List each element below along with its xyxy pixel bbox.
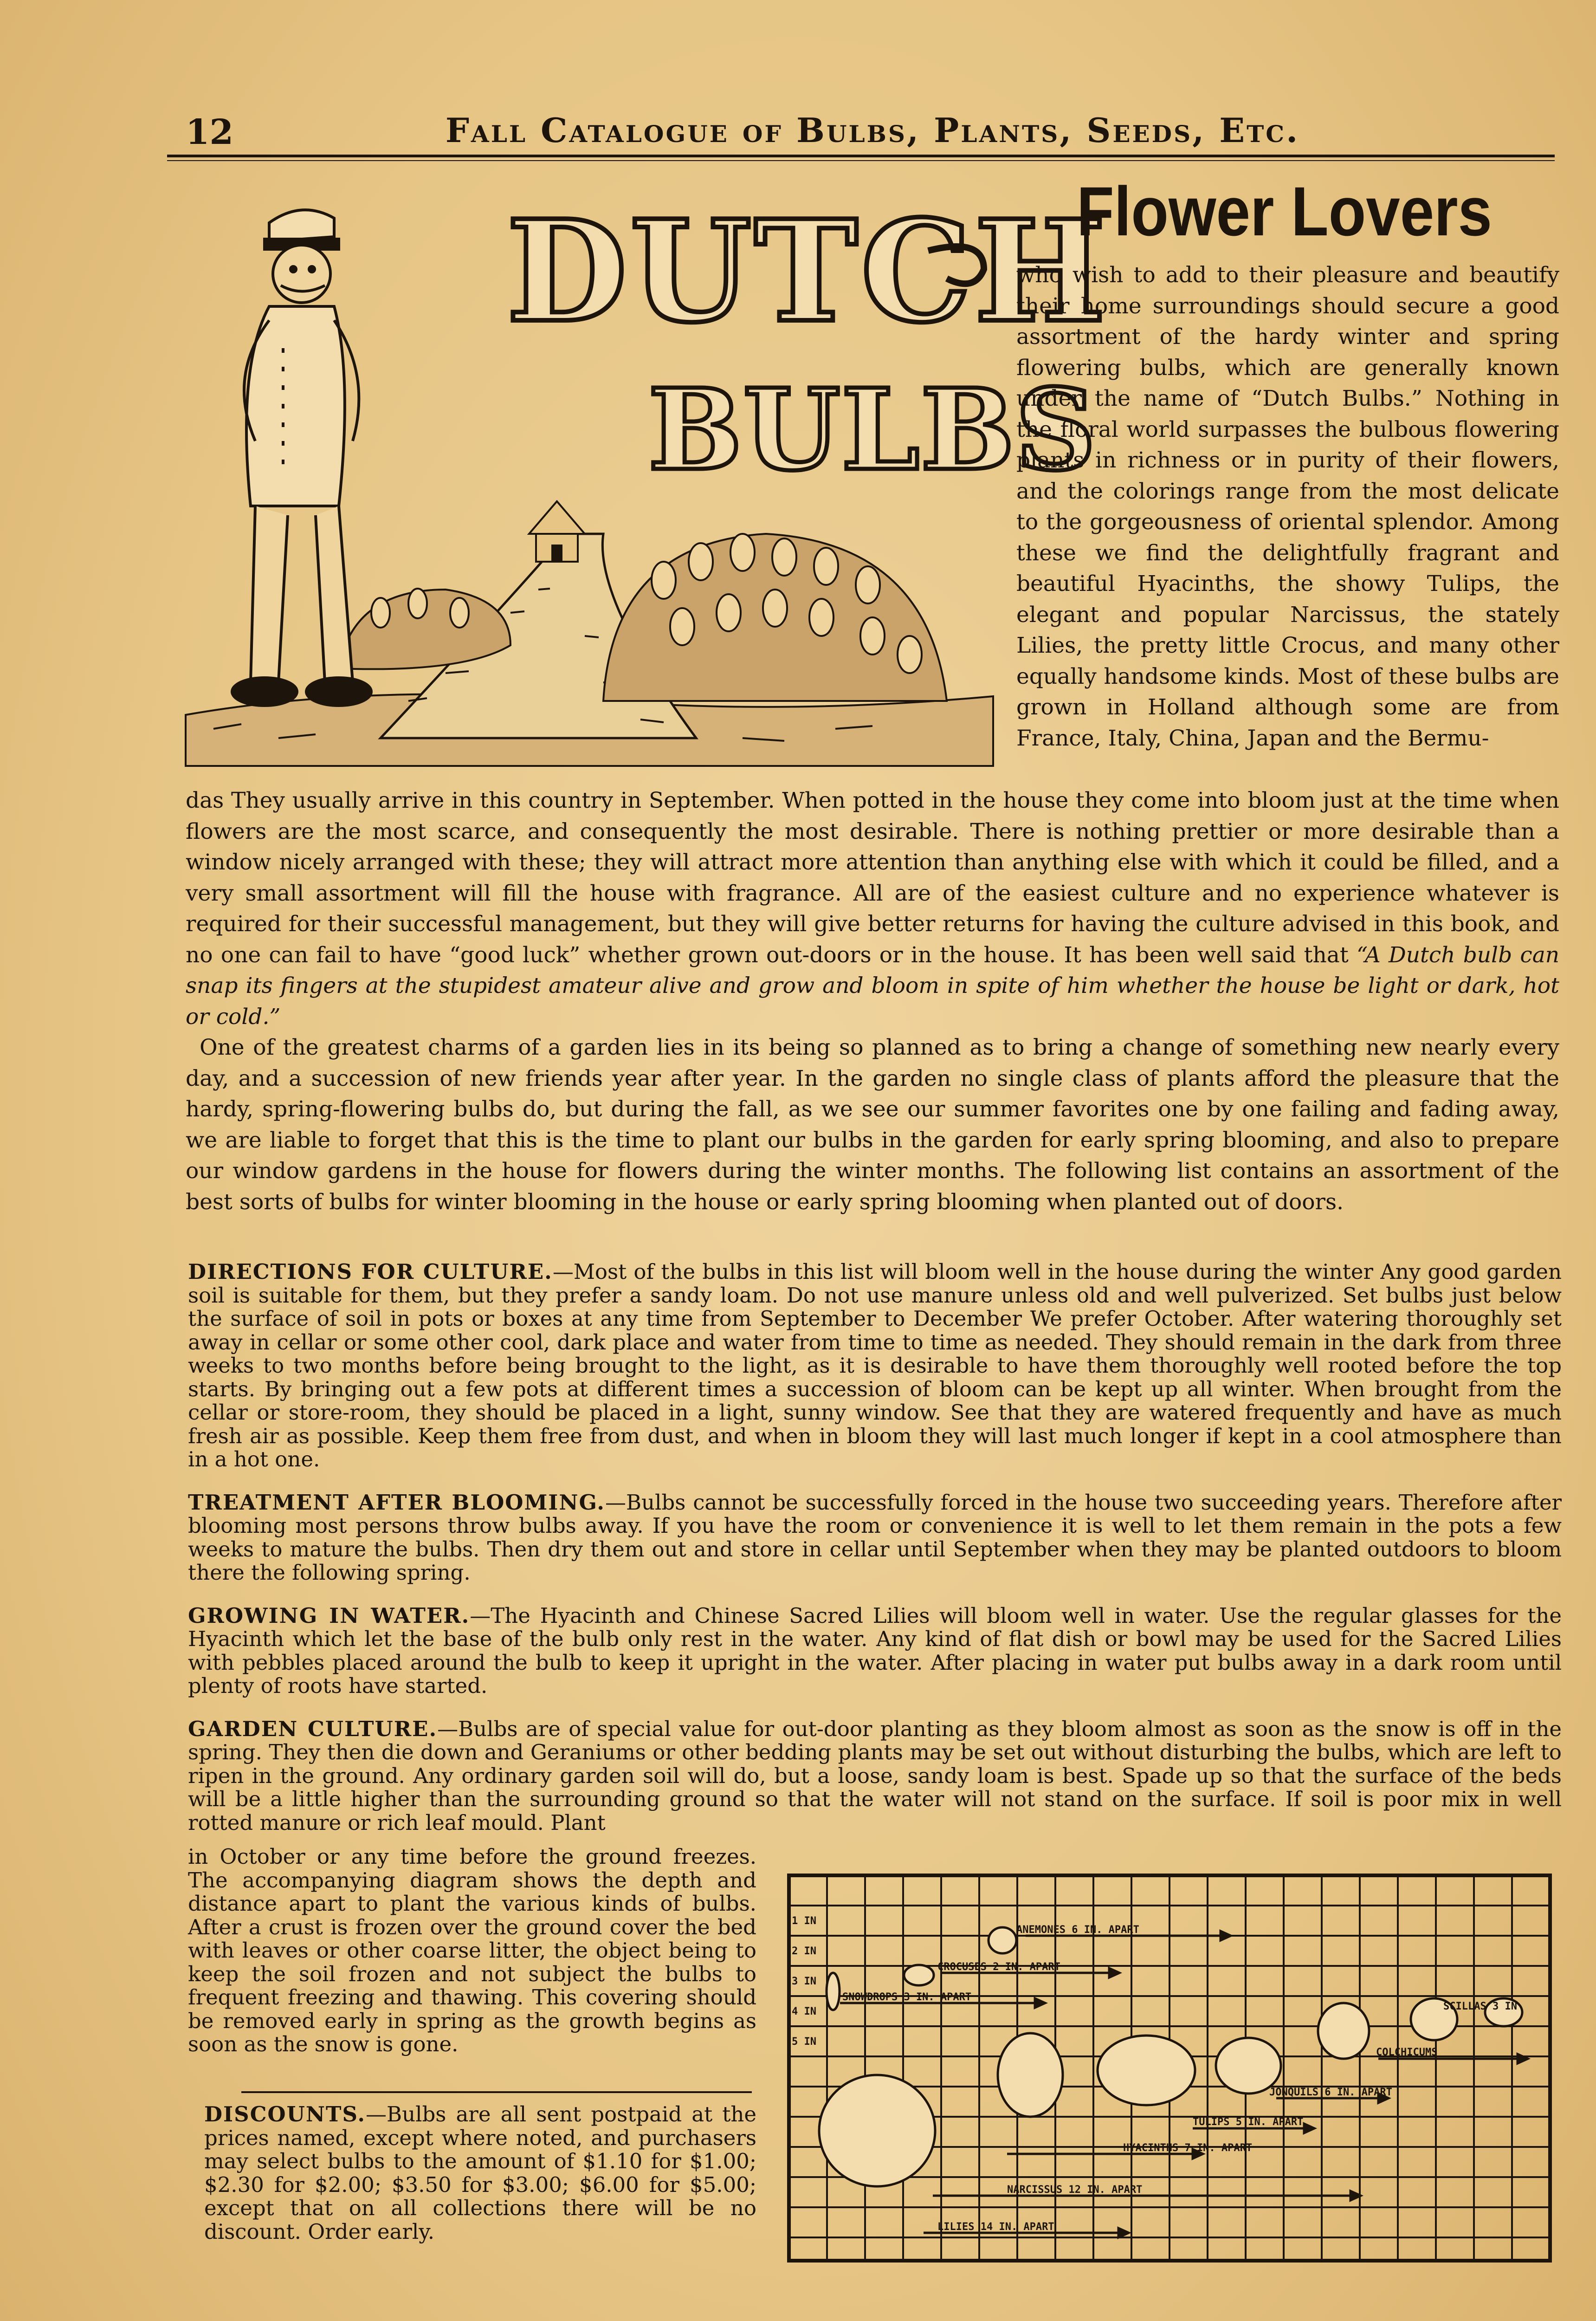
label-jonquils: JONQUILS 6 IN. APART — [1269, 2087, 1392, 2098]
label-snowdrops: SNOWDROPS 3 IN. APART — [842, 1991, 972, 2003]
intro-full-text: das They usually arrive in this country in September. When potted in the house they come into bloom just at the time when flowers are the most scarce, and consequently the most desirable. There is nothing prettier or more desirable than a window nicely arranged with these; they will attract more attention than anything else with which it could be filled, and a very small assortment will fill the house with fragrance. All are of the easiest culture and no experience whatever is required for their successful management, but they will give better returns for having the culture advised in this book, and no one can fail to have “good luck” whether grown out-doors or in the house. It has been well said that — [186, 788, 1559, 968]
garden-section — [188, 1718, 1562, 1835]
illustration-title-bulbs: BULBS — [648, 364, 1097, 495]
label-scillas: SCILLAS 3 IN — [1443, 2001, 1517, 2012]
lily-bulb — [819, 2075, 935, 2186]
discounts-rule — [241, 2091, 752, 2093]
narcissus-bulb — [998, 2033, 1063, 2117]
label-colchicums: COLCHICUMS — [1376, 2047, 1438, 2058]
label-hyacinths: HYACINTHS 7 IN. APART — [1123, 2142, 1253, 2154]
label-tulips: TULIPS 5 IN. APART — [1193, 2116, 1304, 2128]
running-title: Fall Catalogue of Bulbs, Plants, Seeds, Etc. — [445, 110, 1300, 150]
hyacinth-bulb — [1098, 2036, 1195, 2105]
depth-label-1: 1 IN — [792, 1915, 816, 1927]
intro-full-width — [186, 785, 1559, 1218]
depth-label-5: 5 IN — [792, 2036, 816, 2048]
treatment-text: —Bulbs cannot be successfully forced in the house two succeeding years. Therefore after blooming most persons throw bulbs away. If you have the room or convenience it is well to let them remain in the pots a few weeks to mature the bulbs. Then dry them out and store in cellar until September when they may be planted outdoors to bloom there the following spring. — [188, 1490, 1562, 1585]
intro-paragraph-2: One of the greatest charms of a garden lies in its being so planned as to bring a change of something new nearly every day, and a succession of new friends year after year. In the garden no single class of plants afford the pleasure that the hardy, spring-flowering bulbs do, but during the fall, as we see our summer favorites one by one failing and fading away, we are liable to forget that this is the time to plant our bulbs in the garden for early spring blooming, and also to prepare our window gardens in the house for flowers during the winter months. The following list contains an assortment of the best sorts of bulbs for winter blooming in the house or early spring blooming when planted out of doors. — [186, 1035, 1559, 1215]
directions-section — [188, 1260, 1562, 1472]
treatment-heading: TREATMENT AFTER BLOOMING. — [188, 1490, 605, 1515]
treatment-section — [188, 1491, 1562, 1585]
discounts-text: —Bulbs are all sent postpaid at the prices named, except where noted, and purchasers may select bulbs to the amount of $1.10 for $1.00; $2.30 for $2.00; $3.50 for $3.00; $6.00 for $5.00; except that on all collections there will be no discount. Order early. — [204, 2102, 756, 2244]
water-heading: GROWING IN WATER. — [188, 1603, 470, 1628]
page-number: 12 — [186, 112, 233, 152]
header-rule — [167, 155, 1555, 157]
depth-label-4: 4 IN — [792, 2006, 816, 2017]
page-header — [186, 110, 1559, 162]
label-lilies: LILIES 14 IN. APART — [937, 2221, 1054, 2233]
illustration-title-dutch: DUTCH — [506, 189, 1109, 353]
tulip-bulb — [1216, 2038, 1281, 2094]
garden-heading: GARDEN CULTURE. — [188, 1716, 438, 1741]
directions-heading: DIRECTIONS FOR CULTURE. — [188, 1259, 553, 1284]
snowdrop-bulb — [827, 1973, 840, 2010]
garden-text: —Bulbs are of special value for out-door planting as they bloom almost as soon as the snow is off in the spring. They then die down and Geraniums or other bedding plants may be set out without disturbing the bulbs, which are left to ripen in the ground. Any ordinary garden soil will do, but a loose, sandy loam is best. Spade up so that the surface of the beds will be a little higher than the surrounding ground so that the water will not stand on the surface. If soil is poor mix in well rotted manure or rich leaf mould. Plant — [188, 1716, 1562, 1835]
flower-lovers-heading: Flower Lovers — [1077, 172, 1492, 250]
intro-right-text: who wish to add to their pleasure and beautify their home surroundings should secure a good assortment of the hardy winter and spring flowering bulbs, which are generally known under the name of “Dutch Bulbs.” Nothing in the floral world surpasses the bulbous flowering plants in richness or in purity of their flowers, and the colorings range from the most delicate to the gorgeousness of oriental splendor. Among these we find the delightfully fragrant and beautiful Hyacinths, the showy Tulips, the elegant and popular Narcissus, the stately Lilies, the pretty little Crocus, and many other equally handsome kinds. Most of these bulbs are grown in Holland although some are from France, Italy, China, Japan and the Bermu- — [1016, 262, 1559, 751]
header-rule-thin — [167, 160, 1555, 161]
intro-paragraph-1 — [186, 785, 1559, 1032]
culture-sections — [188, 1260, 1562, 1835]
depth-label-2: 2 IN — [792, 1945, 816, 1957]
gardener-figure — [232, 210, 371, 706]
jonquil-bulb — [1318, 2003, 1369, 2059]
dutch-bulbs-illustration — [186, 181, 1109, 766]
discounts-section — [204, 2103, 756, 2243]
label-anemones: ANEMONES 6 IN. APART — [1016, 1924, 1139, 1936]
planting-diagram — [784, 1871, 1555, 2265]
crocus-bulb — [904, 1965, 934, 1985]
garden-continued: in October or any time before the ground freezes. The accompanying diagram shows the depth and distance apart to plant the various kinds of bulbs. After a crust is frozen over the ground cover the bed with leaves or other coarse litter, the object being to keep the soil frozen and not subject the bulbs to frequent freezing and thawing. This covering should be removed early in spring as the growth begins as soon as the snow is gone. — [188, 1844, 756, 2056]
label-narcissus: NARCISSUS 12 IN. APART — [1007, 2184, 1143, 2196]
discounts-heading: DISCOUNTS. — [204, 2102, 366, 2127]
water-text: —The Hyacinth and Chinese Sacred Lilies will bloom well in water. Use the regular glasses for the Hyacinth which let the base of the bulb only rest in the water. Any kind of flat dish or bowl may be used for the Sacred Lilies with pebbles placed around the bulb to keep it upright in the water. After placing in water put bulbs away in a dark room until plenty of roots have started. — [188, 1603, 1562, 1698]
anemone-bulb — [989, 1927, 1016, 1953]
depth-label-3: 3 IN — [792, 1976, 816, 1987]
water-section — [188, 1604, 1562, 1698]
intro-right-column — [1016, 260, 1559, 754]
directions-text: —Most of the bulbs in this list will bloom well in the house during the winter Any good garden soil is suitable for them, but they prefer a sandy loam. Do not use manure unless old and well pulverized. Set bulbs just below the surface of soil in pots or boxes at any time from September to December We prefer October. After watering thoroughly set away in cellar or some other cool, dark place and water from time to time as needed. They should remain in the dark from three weeks to two months before being brought to the light, as it is desirable to have them thoroughly well rooted before the top starts. By bringing out a few pots at different times a succession of bloom can be kept up all winter. When brought from the cellar or store-room, they should be placed in a light, sunny window. See that they are watered frequently and have as much fresh air as possible. Keep them free from dust, and when in bloom they will last much longer if kept in a cool atmosphere than in a hot one. — [188, 1259, 1562, 1472]
dutch-bulb-quote: “A Dutch bulb can snap its fingers at the stupidest amateur alive and grow and bloom in spite of him whether the house be light or dark, hot or cold.” — [186, 942, 1559, 1030]
label-crocuses: CROCUSES 2 IN. APART — [937, 1961, 1060, 1973]
